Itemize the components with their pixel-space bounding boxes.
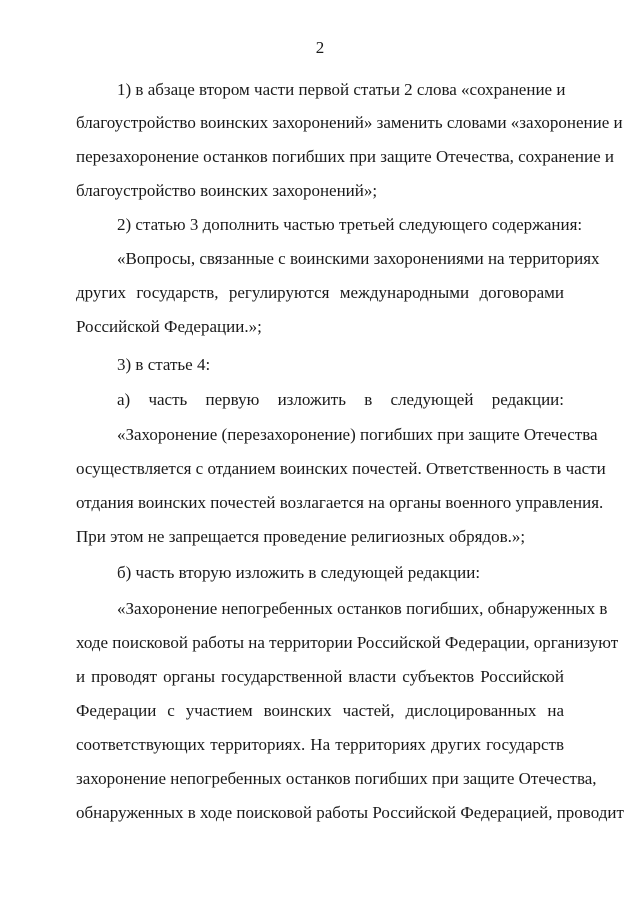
text-line: захоронение непогребенных останков погибших при защите Отечества,	[76, 769, 597, 788]
text-line: перезахоронение останков погибших при защите Отечества, сохранение и	[76, 147, 615, 166]
text-line: 1) в абзаце втором части первой статьи 2 слова «сохранение и	[117, 80, 566, 99]
text-line: При этом не запрещается проведение религиозных обрядов.»;	[76, 527, 526, 546]
text-line: Российской Федерации.»;	[76, 317, 262, 336]
text-line: Федерации с участием воинских частей, дислоцированных на	[76, 701, 564, 720]
text-line: и проводят органы государственной власти субъектов Российской	[76, 667, 564, 686]
page-number: 2	[315, 38, 325, 57]
text-line: «Захоронение непогребенных останков погибших, обнаруженных в	[117, 599, 608, 618]
text-line: 3) в статье 4:	[117, 355, 211, 374]
text-line: благоустройство воинских захоронений»;	[76, 181, 378, 200]
text-line: а) часть первую изложить в следующей редакции:	[117, 390, 564, 409]
text-line: осуществляется с отданием воинских почестей. Ответственность в части	[76, 459, 606, 478]
text-line: «Захоронение (перезахоронение) погибших при защите Отечества	[117, 425, 598, 444]
text-line: обнаруженных в ходе поисковой работы Российской Федерацией, проводит	[76, 803, 624, 822]
text-line: ходе поисковой работы на территории Российской Федерации, организуют	[76, 633, 619, 652]
text-line: других государств, регулируются международными договорами	[76, 283, 564, 302]
text-line: отдания воинских почестей возлагается на органы военного управления.	[76, 493, 604, 512]
text-line: благоустройство воинских захоронений» заменить словами «захоронение и	[76, 113, 623, 132]
text-line: б) часть вторую изложить в следующей редакции:	[117, 563, 481, 582]
text-line: 2) статью 3 дополнить частью третьей следующего содержания:	[117, 215, 583, 234]
text-line: соответствующих территориях. На территориях других государств	[76, 735, 564, 754]
text-line: «Вопросы, связанные с воинскими захоронениями на территориях	[117, 249, 600, 268]
